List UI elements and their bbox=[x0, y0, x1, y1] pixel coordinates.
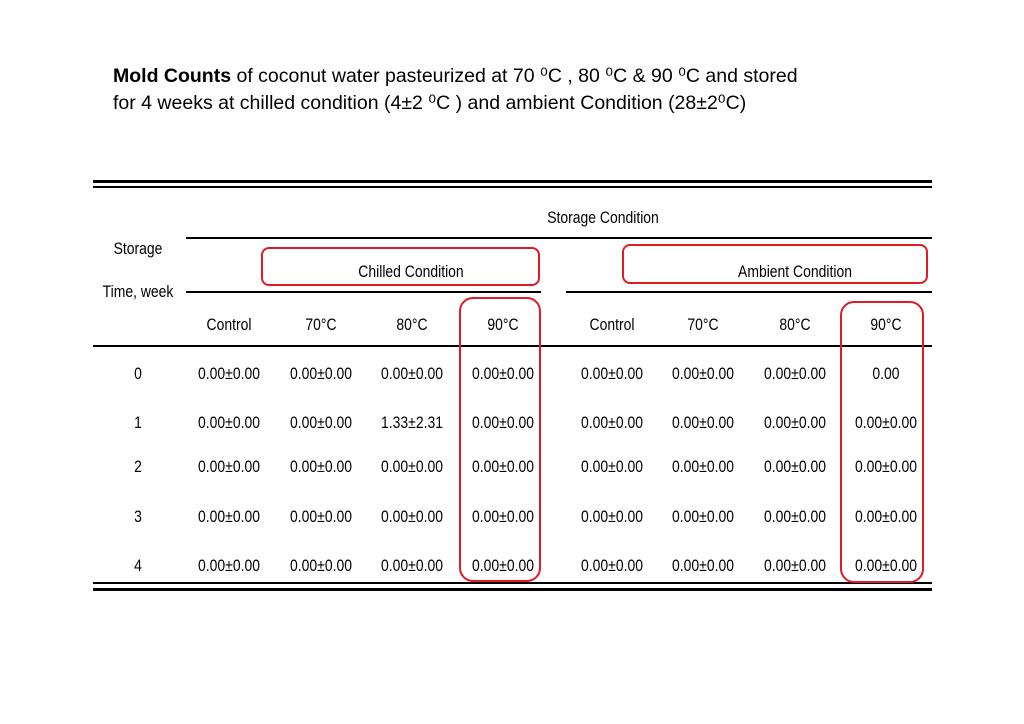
table-cell: 1.33±2.31 bbox=[381, 413, 443, 432]
table-cell: 0.00±0.00 bbox=[581, 457, 643, 476]
table-cell: 0.00 bbox=[872, 364, 900, 383]
title-line2: for 4 weeks at chilled condition (4±2 ⁰C ) and ambient Condition (28±2⁰C) bbox=[113, 92, 747, 114]
table-cell: 0.00±0.00 bbox=[764, 507, 826, 526]
table-cell: 0.00±0.00 bbox=[290, 413, 352, 432]
table-cell: 0.00±0.00 bbox=[581, 364, 643, 383]
week-cell: 3 bbox=[134, 507, 142, 526]
table-cell: 0.00±0.00 bbox=[198, 556, 260, 575]
table-cell: 0.00±0.00 bbox=[198, 364, 260, 383]
week-cell: 2 bbox=[134, 457, 142, 476]
table-cell: 0.00±0.00 bbox=[581, 413, 643, 432]
table-cell: 0.00±0.00 bbox=[381, 364, 443, 383]
row-header-time: Time, week bbox=[102, 282, 174, 301]
table-cell: 0.00±0.00 bbox=[855, 413, 917, 432]
table-top-rule bbox=[93, 180, 932, 183]
table-cell: 0.00±0.00 bbox=[672, 413, 734, 432]
row-header-storage: Storage bbox=[113, 239, 163, 258]
week-cell: 4 bbox=[134, 556, 142, 575]
column-header: 80°C bbox=[396, 315, 428, 334]
table-bottom-rule bbox=[93, 582, 932, 584]
table-cell: 0.00±0.00 bbox=[381, 507, 443, 526]
table-cell: 0.00±0.00 bbox=[290, 364, 352, 383]
chilled-90c-column-highlight bbox=[459, 297, 541, 582]
table-cell: 0.00±0.00 bbox=[290, 556, 352, 575]
table-cell: 0.00±0.00 bbox=[472, 364, 534, 383]
table-cell: 0.00±0.00 bbox=[672, 556, 734, 575]
table-cell: 0.00±0.00 bbox=[855, 507, 917, 526]
table-cell: 0.00±0.00 bbox=[855, 556, 917, 575]
chilled-condition-header: Chilled Condition bbox=[358, 262, 464, 281]
column-header: 90°C bbox=[487, 315, 519, 334]
table-cell: 0.00±0.00 bbox=[764, 556, 826, 575]
table-cell: 0.00±0.00 bbox=[290, 507, 352, 526]
table-cell: 0.00±0.00 bbox=[290, 457, 352, 476]
table-cell: 0.00±0.00 bbox=[198, 413, 260, 432]
table-cell: 0.00±0.00 bbox=[472, 556, 534, 575]
column-header: Control bbox=[589, 315, 635, 334]
column-header: 80°C bbox=[779, 315, 811, 334]
storage-condition-header: Storage Condition bbox=[547, 208, 659, 227]
week-cell: 0 bbox=[134, 364, 142, 383]
table-cell: 0.00±0.00 bbox=[855, 457, 917, 476]
table-cell: 0.00±0.00 bbox=[764, 413, 826, 432]
table-cell: 0.00±0.00 bbox=[472, 457, 534, 476]
table-cell: 0.00±0.00 bbox=[381, 556, 443, 575]
column-header: 70°C bbox=[305, 315, 337, 334]
table-cell: 0.00±0.00 bbox=[581, 556, 643, 575]
column-header: 90°C bbox=[870, 315, 902, 334]
week-cell: 1 bbox=[134, 413, 142, 432]
column-header: Control bbox=[206, 315, 252, 334]
title-line1: of coconut water pasteurized at 70 ⁰C , 80 ⁰C & 90 ⁰C and stored bbox=[231, 65, 798, 87]
table-cell: 0.00±0.00 bbox=[472, 413, 534, 432]
column-header: 70°C bbox=[687, 315, 719, 334]
table-cell: 0.00±0.00 bbox=[672, 364, 734, 383]
table-cell: 0.00±0.00 bbox=[764, 457, 826, 476]
title-bold: Mold Counts bbox=[113, 65, 232, 87]
table-cell: 0.00±0.00 bbox=[381, 457, 443, 476]
ambient-condition-header: Ambient Condition bbox=[738, 262, 852, 281]
group-header-rule bbox=[186, 237, 932, 239]
table-cell: 0.00±0.00 bbox=[581, 507, 643, 526]
table-cell: 0.00±0.00 bbox=[672, 507, 734, 526]
table-bottom-rule-outer bbox=[93, 588, 932, 591]
table-cell: 0.00±0.00 bbox=[198, 457, 260, 476]
ambient-90c-column-highlight bbox=[840, 301, 924, 583]
table-cell: 0.00±0.00 bbox=[764, 364, 826, 383]
table-cell: 0.00±0.00 bbox=[672, 457, 734, 476]
table-cell: 0.00±0.00 bbox=[472, 507, 534, 526]
ambient-rule bbox=[566, 291, 932, 293]
table-top-rule-inner bbox=[93, 186, 932, 188]
chilled-rule bbox=[186, 291, 541, 293]
table-cell: 0.00±0.00 bbox=[198, 507, 260, 526]
